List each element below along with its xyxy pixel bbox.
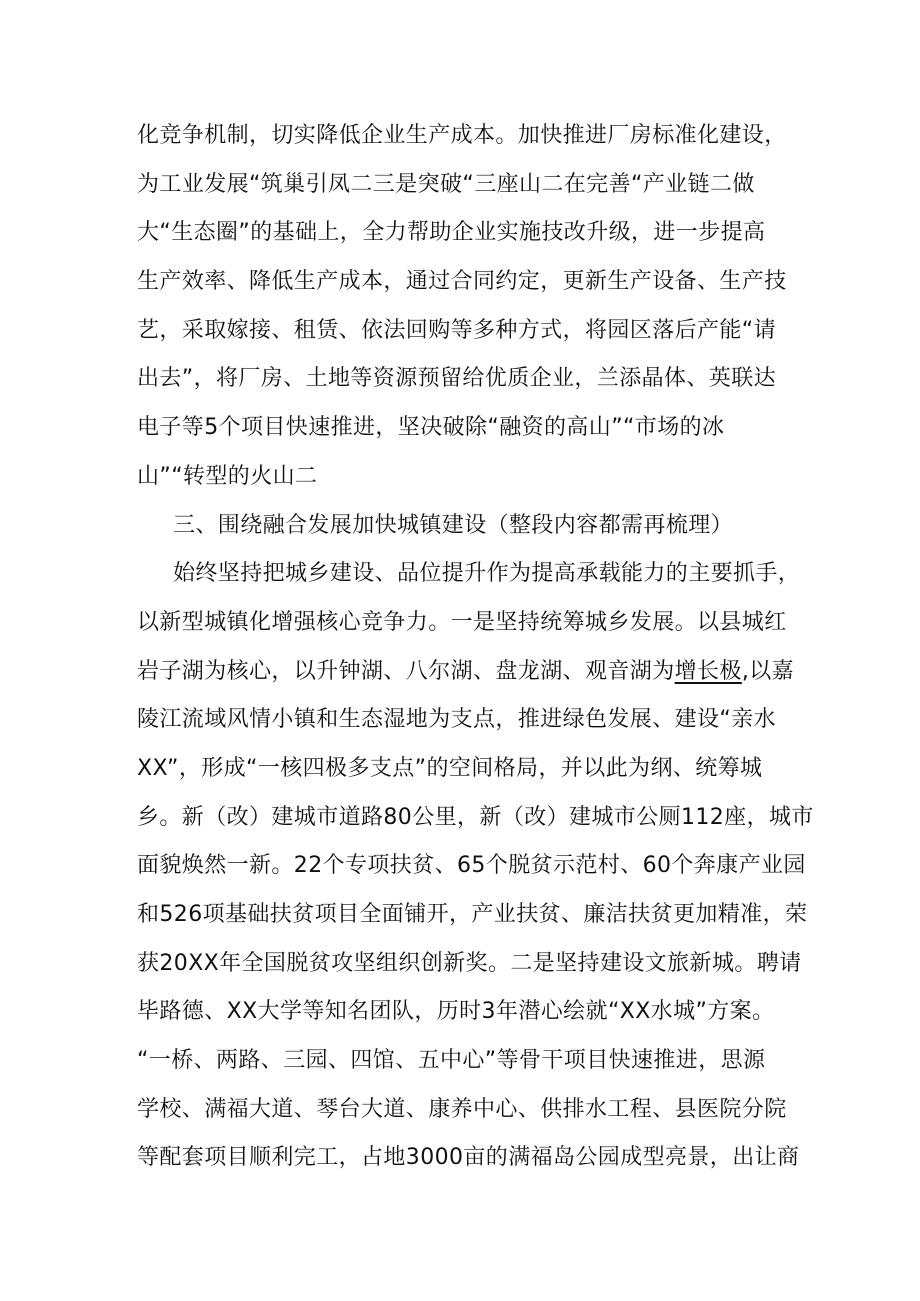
- text-line-8: 山”“转型的火山二: [137, 463, 318, 489]
- text-line-19: 毕路德、XX大学等知名团队，历时3年潜心绘就“XX水城”方案。: [137, 999, 775, 1025]
- text-line-18: 获20XX年全国脱贫攻坚组织创新奖。二是坚持建设文旅新城。聘请: [137, 950, 802, 976]
- text-line-15: 乡。新（改）建城市道路80公里，新（改）建城市公厕112座，城市: [137, 804, 814, 830]
- text-line-16: 面貌焕然一新。22个专项扶贫、65个脱贫示范村、60个奔康产业园: [137, 853, 806, 879]
- text-line-12-tail: ,以嘉: [741, 658, 795, 684]
- text-line-17: 和526项基础扶贫项目全面铺开，产业扶贫、廉洁扶贫更加精准，荣: [137, 902, 808, 927]
- section-heading: 三、围绕融合发展加快城镇建设（整段内容都需再梳理）: [173, 512, 734, 538]
- text-line-7: 电子等5个项目快速推进，坚决破除“融资的高山”“市场的冰: [137, 415, 725, 441]
- text-line-13: 陵江流域风情小镇和生态湿地为支点，推进绿色发展、建设“亲水: [137, 707, 776, 733]
- text-line-11: 以新型城镇化增强核心竞争力。一是坚持统筹城乡发展。以县城红: [137, 609, 787, 635]
- text-line-3: 大“生态圈”的基础上，全力帮助企业实施技改升级，进一步提高: [137, 220, 766, 246]
- paragraph-first-line: 始终坚持把城乡建设、品位提升作为提高承载能力的主要抓手，: [173, 561, 801, 587]
- text-line-12: [137, 648, 795, 697]
- text-line-4: 生产效率、降低生产成本，通过合同约定，更新生产设备、生产技: [137, 269, 787, 295]
- text-line-5: 艺，采取嫁接、租赁、依法回购等多种方式，将园区落后产能“请: [137, 317, 776, 343]
- text-line-12-main: 岩子湖为核心，以升钟湖、八尔湖、盘龙湖、观音湖为: [137, 658, 675, 684]
- document-body: [137, 112, 814, 1183]
- underlined-term: 增长极: [674, 658, 742, 684]
- text-line-21: 学校、满福大道、琴台大道、康养中心、供排水工程、县医院分院: [137, 1096, 787, 1122]
- text-line-6: 出去”，将厂房、土地等资源预留给优质企业，兰添晶体、英联达: [137, 366, 776, 392]
- text-line-14: XX”，形成“一核四极多支点”的空间格局，并以此为纲、统筹城: [137, 755, 763, 781]
- text-line-22: 等配套项目顺利完工，占地3000亩的满福岛公园成型亮景，出让商: [137, 1145, 800, 1171]
- text-line-1: 化竞争机制，切实降低企业生产成本。加快推进厂房标准化建设，: [137, 123, 787, 148]
- text-line-2: 为工业发展“筑巢引凤二三是突破“三座山二在完善“产业链二做: [137, 171, 755, 197]
- text-line-20: “一桥、两路、三园、四馆、五中心”等骨干项目快速推进，思源: [137, 1048, 766, 1074]
